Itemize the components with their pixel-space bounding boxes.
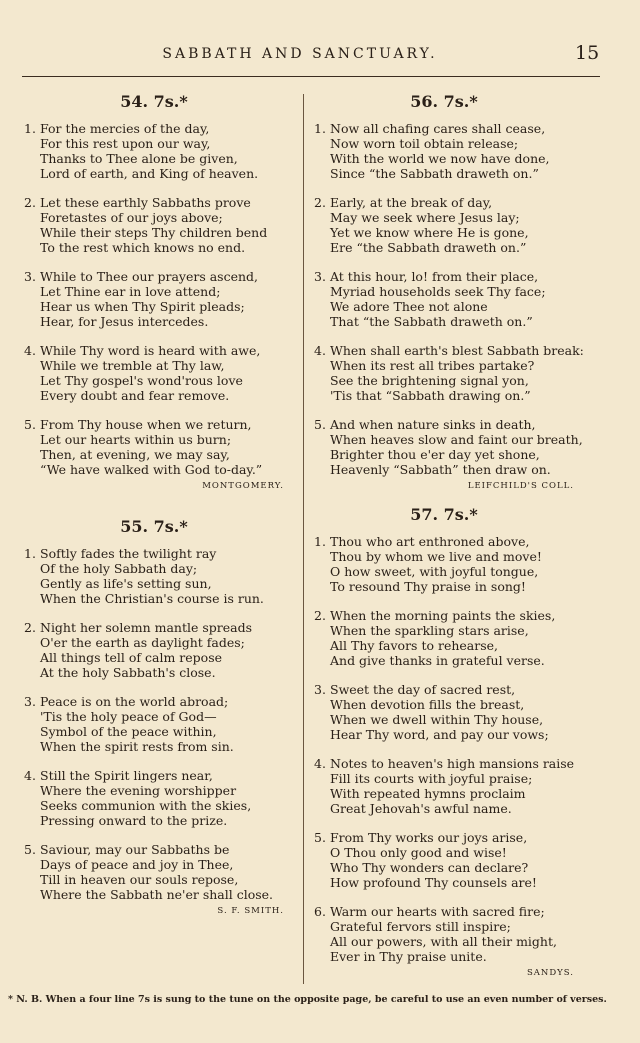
verse-line [24,739,284,754]
verse-line [24,373,284,388]
stanza [24,694,284,754]
stanza [24,620,284,680]
verse-text: While to Thee our prayers ascend, [40,269,259,284]
verse-line [24,299,284,314]
verse-text: Symbol of the peace within, [40,724,217,739]
verse-text: Let Thine ear in love attend; [40,284,221,299]
verse-line [24,665,284,680]
stanza [314,534,574,594]
verse-text: Who Thy wonders can declare? [330,860,529,875]
verse-line [314,682,574,697]
stanza [24,417,284,477]
hymn [24,517,284,916]
stanza-number: 1. [24,546,36,561]
stanza-number: 3. [314,269,326,284]
verse-text: See the brightening signal yon, [330,373,529,388]
verse-line [314,875,574,890]
verse-text: Thanks to Thee alone be given, [40,151,238,166]
verse-text: When the morning paints the skies, [330,608,556,623]
verse-line [314,727,574,742]
verse-text: Pressing onward to the prize. [40,813,228,828]
verse-text: Let these earthly Sabbaths prove [40,195,251,210]
verse-text: While their steps Thy children bend [40,225,268,240]
stanza [24,768,284,828]
verse-text: “We have walked with God to-day.” [40,462,263,477]
verse-line [314,225,574,240]
verse-text: Hear Thy word, and pay our vows; [330,727,549,742]
stanza-number: 6. [314,904,326,919]
verse-line [24,447,284,462]
verse-text: Foretastes of our joys above; [40,210,223,225]
stanza [24,269,284,329]
verse-line [24,798,284,813]
verse-line [314,284,574,299]
verse-text: O how sweet, with joyful tongue, [330,564,539,579]
verse-text: From Thy works our joys arise, [330,830,528,845]
stanza [314,756,574,816]
verse-line [314,166,574,181]
verse-text: Since “the Sabbath draweth on.” [330,166,539,181]
stanza-number: 5. [24,417,36,432]
verse-text: And give thanks in grateful verse. [330,653,545,668]
verse-line [24,151,284,166]
verse-text: Seeks communion with the skies, [40,798,252,813]
verse-text: Sweet the day of sacred rest, [330,682,516,697]
stanza [314,608,574,668]
verse-text: Of the holy Sabbath day; [40,561,198,576]
verse-text: Early, at the break of day, [330,195,493,210]
stanza-number: 5. [314,417,326,432]
verse-text: Warm our hearts with sacred fire; [330,904,545,919]
verse-text: Till in heaven our souls repose, [40,872,239,887]
verse-line [24,650,284,665]
verse-line [314,712,574,727]
stanza [24,121,284,181]
verse-line [314,388,574,403]
verse-text: Hear, for Jesus intercedes. [40,314,209,329]
stanza [314,682,574,742]
verse-line [24,546,284,561]
stanza [314,830,574,890]
stanza [24,546,284,606]
verse-text: While Thy word is heard with awe, [40,343,261,358]
stanza-number: 2. [314,195,326,210]
verse-text: Great Jehovah's awful name. [330,801,512,816]
verse-line [314,534,574,549]
verse-text: At the holy Sabbath's close. [40,665,216,680]
verse-line [314,904,574,919]
verse-text: All our powers, with all their might, [330,934,557,949]
verse-line [314,579,574,594]
verse-line [314,549,574,564]
verse-line [314,373,574,388]
verse-line [314,240,574,255]
verse-line [24,417,284,432]
verse-text: For the mercies of the day, [40,121,210,136]
verse-text: Grateful fervors still inspire; [330,919,511,934]
verse-line [314,860,574,875]
verse-line [24,857,284,872]
verse-text: Days of peace and joy in Thee, [40,857,234,872]
verse-line [314,269,574,284]
stanza-number: 4. [314,756,326,771]
verse-line [24,240,284,255]
verse-line [24,561,284,576]
stanza-number: 1. [24,121,36,136]
verse-line [24,887,284,902]
verse-text: With repeated hymns proclaim [330,786,526,801]
verse-line [24,269,284,284]
verse-line [314,564,574,579]
verse-text: To resound Thy praise in song! [330,579,526,594]
verse-text: Brighter thou e'er day yet shone, [330,447,540,462]
verse-line [24,343,284,358]
verse-line [314,608,574,623]
verse-line [24,694,284,709]
stanza-number: 5. [24,842,36,857]
verse-text: Hear us when Thy Spirit pleads; [40,299,245,314]
verse-line [24,462,284,477]
hymn-title: 57. 7s.* [410,505,478,524]
verse-text: Yet we know where He is gone, [330,225,529,240]
verse-text: For this rest upon our way, [40,136,211,151]
verse-text: From Thy house when we return, [40,417,252,432]
verse-text: Saviour, may our Sabbaths be [40,842,230,857]
verse-line [314,801,574,816]
hymn [24,92,284,491]
verse-line [314,786,574,801]
stanza-number: 1. [314,121,326,136]
verse-text: When the Christian's course is run. [40,591,264,606]
verse-text: Thou who art enthroned above, [330,534,530,549]
verse-line [24,620,284,635]
verse-line [24,388,284,403]
verse-text: All things tell of calm repose [40,650,223,665]
hymn-title: 54. 7s.* [120,92,188,111]
left-column [24,92,284,916]
verse-line [24,136,284,151]
verse-text: When we dwell within Thy house, [330,712,544,727]
verse-line [314,949,574,964]
verse-text: Heavenly “Sabbath” then draw on. [330,462,551,477]
verse-line [24,166,284,181]
verse-text: Let our hearts within us burn; [40,432,232,447]
verse-text: Then, at evening, we may say, [40,447,230,462]
right-column [314,92,584,978]
stanza-number: 5. [314,830,326,845]
stanza [314,904,574,964]
hymn-title: 55. 7s.* [120,517,188,536]
stanza-number: 2. [24,195,36,210]
verse-line [314,919,574,934]
verse-line [314,934,574,949]
verse-line [24,314,284,329]
verse-text: O'er the earth as daylight fades; [40,635,245,650]
verse-text: O Thou only good and wise! [330,845,507,860]
stanza [314,343,584,403]
stanza [314,121,574,181]
verse-line [314,432,583,447]
footnote: * N. B. When a four line 7s is sung to the tune on the opposite page, be careful to use an even number of verses. [8,994,607,1005]
stanza [314,417,583,477]
stanza-number: 1. [314,534,326,549]
verse-line [24,813,284,828]
stanza [24,343,284,403]
verse-text: Where the Sabbath ne'er shall close. [40,887,274,902]
verse-line [314,136,574,151]
verse-text: Night her solemn mantle spreads [40,620,252,635]
verse-text: 'Tis that “Sabbath drawing on.” [330,388,531,403]
verse-line [314,417,574,432]
stanza-number: 3. [24,269,36,284]
verse-line [24,709,284,724]
verse-text: Notes to heaven's high mansions raise [330,756,575,771]
verse-line [24,284,284,299]
stanza-number: 4. [24,768,36,783]
verse-line [314,623,574,638]
verse-line [314,756,574,771]
verse-text: Now worn toil obtain release; [330,136,519,151]
verse-line [314,653,574,668]
verse-text: At this hour, lo! from their place, [330,269,539,284]
verse-line [314,638,574,653]
verse-text: Myriad households seek Thy face; [330,284,546,299]
stanza-number: 4. [24,343,36,358]
verse-text: Gently as life's setting sun, [40,576,212,591]
verse-line [24,121,284,136]
stanza-number: 3. [314,682,326,697]
stanza-number: 3. [24,694,36,709]
verse-line [314,314,574,329]
verse-line [314,358,574,373]
verse-line [24,432,284,447]
verse-line [314,830,574,845]
verse-text: When its rest all tribes partake? [330,358,535,373]
page-number: 15 [575,42,600,64]
stanza-number: 4. [314,343,326,358]
stanza [314,195,574,255]
verse-line [314,151,574,166]
verse-text: Lord of earth, and King of heaven. [40,166,259,181]
verse-text: And when nature sinks in death, [330,417,536,432]
verse-text: To the rest which knows no end. [40,240,246,255]
verse-line [314,210,574,225]
verse-text: When the sparkling stars arise, [330,623,529,638]
stanza [24,195,284,255]
verse-line [314,121,574,136]
verse-line [24,783,284,798]
hymn [314,505,574,978]
verse-text: Where the evening worshipper [40,783,237,798]
stanza-number: 2. [24,620,36,635]
verse-line [24,195,284,210]
verse-text: All Thy favors to rehearse, [330,638,499,653]
verse-text: When shall earth's blest Sabbath break: [330,343,584,358]
verse-text: Every doubt and fear remove. [40,388,230,403]
verse-line [24,591,284,606]
verse-line [24,225,284,240]
verse-line [24,576,284,591]
verse-line [314,462,574,477]
stanza-number: 2. [314,608,326,623]
hymn [314,92,584,491]
verse-line [314,195,574,210]
verse-line [24,872,284,887]
verse-line [314,343,584,358]
verse-text: Softly fades the twilight ray [40,546,217,561]
verse-text: We adore Thee not alone [330,299,488,314]
hymn-author: LEIFCHILD'S COLL. [467,481,574,491]
verse-line [314,771,574,786]
verse-text: Fill its courts with joyful praise; [330,771,533,786]
verse-text: Now all chafing cares shall cease, [330,121,546,136]
verse-line [24,635,284,650]
verse-line [24,842,284,857]
hymn-author: S. F. SMITH. [217,906,284,916]
verse-text: Thou by whom we live and move! [330,549,542,564]
column-divider [303,94,304,984]
verse-line [314,845,574,860]
verse-text: While we tremble at Thy law, [40,358,225,373]
verse-text: 'Tis the holy peace of God— [40,709,217,724]
stanza [24,842,284,902]
verse-text: When devotion fills the breast, [330,697,525,712]
verse-line [314,697,574,712]
verse-line [24,724,284,739]
header-rule [22,76,600,77]
verse-text: Ere “the Sabbath draweth on.” [330,240,527,255]
verse-line [314,447,574,462]
hymn-author: MONTGOMERY. [202,481,284,491]
verse-line [24,768,284,783]
verse-text: When the spirit rests from sin. [40,739,234,754]
verse-text: Ever in Thy praise unite. [330,949,487,964]
verse-line [314,299,574,314]
verse-text: With the world we now have done, [330,151,550,166]
verse-line [24,358,284,373]
stanza [314,269,574,329]
verse-text: When heaves slow and faint our breath, [330,432,583,447]
hymn-author: SANDYS. [526,968,574,978]
verse-text: Peace is on the world abroad; [40,694,229,709]
verse-text: How profound Thy counsels are! [330,875,537,890]
verse-text: That “the Sabbath draweth on.” [330,314,533,329]
verse-line [24,210,284,225]
verse-text: Let Thy gospel's wond'rous love [40,373,243,388]
hymn-title: 56. 7s.* [410,92,478,111]
verse-text: Still the Spirit lingers near, [40,768,213,783]
verse-text: May we seek where Jesus lay; [330,210,520,225]
running-head: SABBATH AND SANCTUARY. [162,46,438,62]
